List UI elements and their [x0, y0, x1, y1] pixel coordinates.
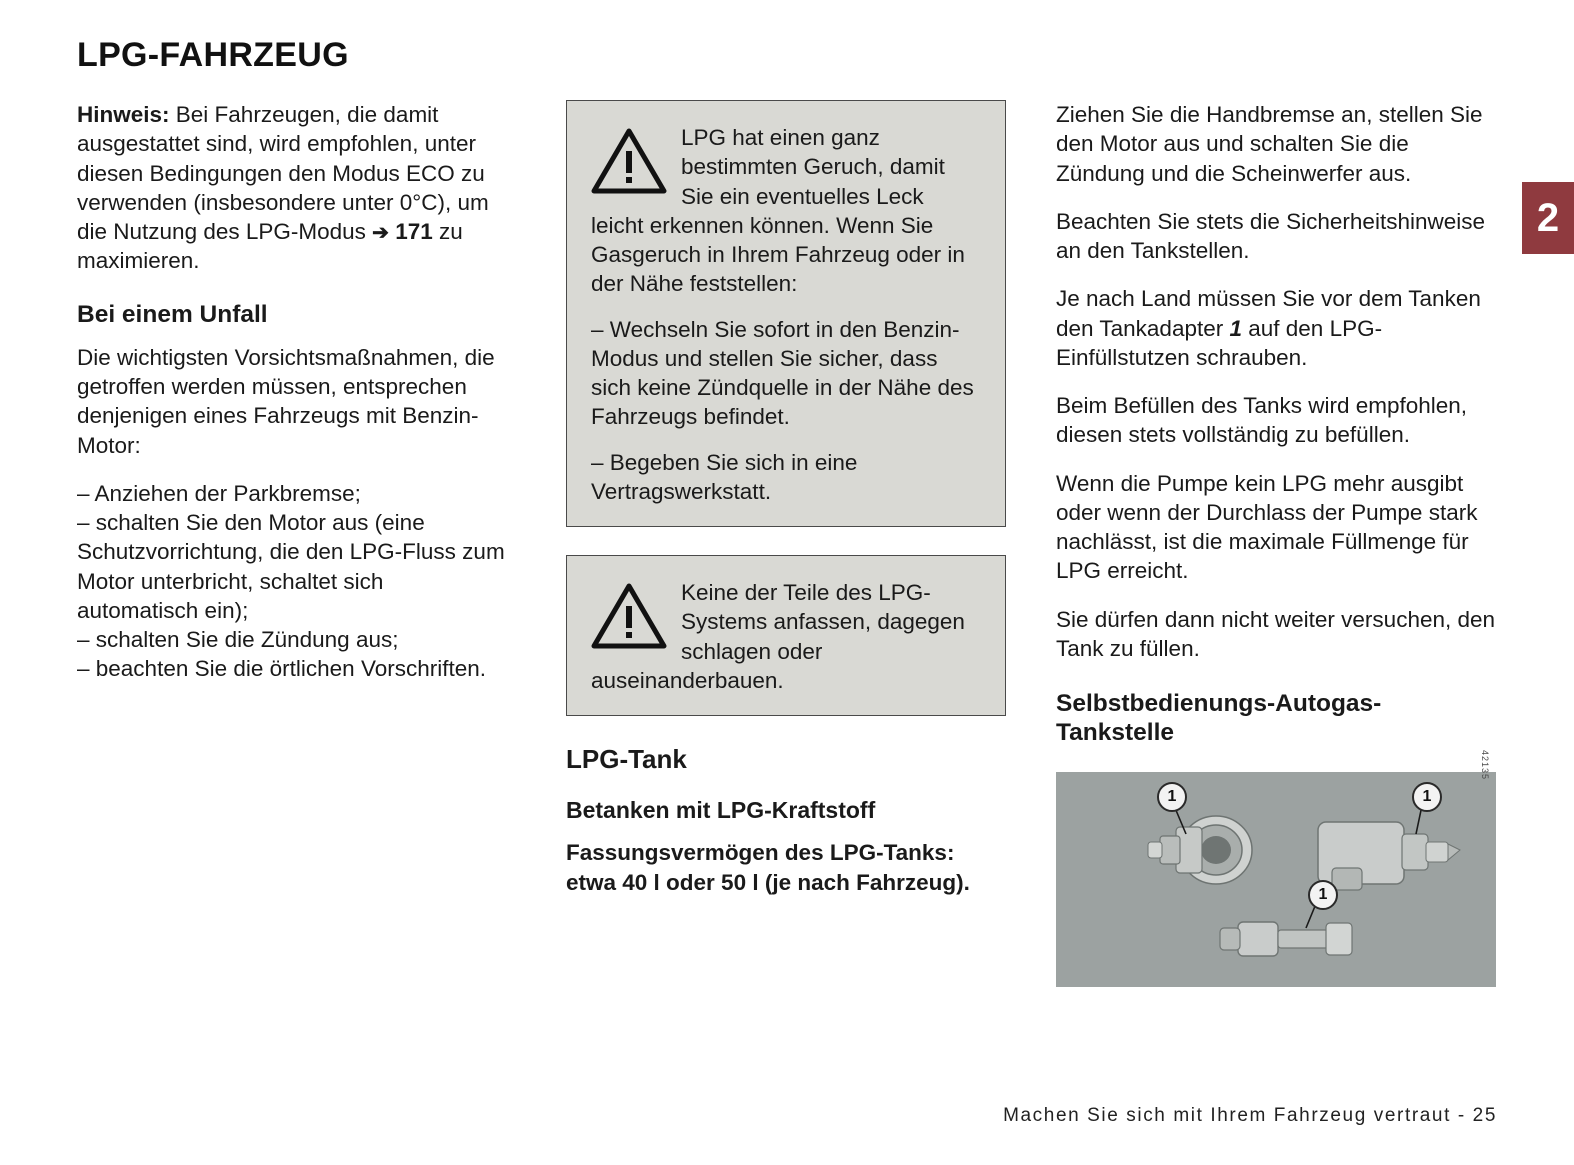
heading-refuel: Betanken mit LPG-Kraftstoff [566, 797, 876, 824]
heading-accident: Bei einem Unfall [77, 300, 268, 328]
note-text-2: zu maximieren. [77, 219, 463, 274]
page-footer: Machen Sie sich mit Ihrem Fahrzeug vertraut - 25 [1003, 1105, 1497, 1126]
figure-code: 42135 [1480, 749, 1490, 780]
adapter-text-1: Je nach Land müssen Sie vor dem Tanken den Tankadapter [1056, 286, 1481, 341]
body-paragraph-adapter [1056, 284, 1496, 372]
body-paragraph: Beachten Sie stets die Sicherheitshinweise an den Tankstellen. [1056, 208, 1485, 263]
warning-paragraph: – Wechseln Sie sofort in den Benzin-Modus und stellen Sie sicher, dass sich keine Zündquelle in der Nähe des Fahrzeugs befindet. [591, 316, 974, 430]
adapter-text-2: auf den LPG-Einfüllstutzen schrauben. [1056, 315, 1383, 370]
accident-list [77, 479, 509, 684]
column-center [566, 100, 1006, 898]
callout-1: 1 [1412, 782, 1442, 812]
list-item: – Anziehen der Parkbremse; [77, 480, 361, 506]
warning-triangle-icon [591, 580, 667, 650]
chapter-tab: 2 [1522, 182, 1574, 254]
warning-paragraph: Keine der Teile des LPG-Systems anfassen, dagegen schlagen oder auseinanderbauen. [591, 580, 965, 693]
column-right [1056, 100, 1496, 987]
list-item: – schalten Sie den Motor aus (eine Schutzvorrichtung, die den LPG-Fluss zum Motor unterbricht, schaltet sich automatisch ein); [77, 510, 505, 623]
arrow-icon: ➔ [372, 222, 389, 244]
tank-capacity-text: Fassungsvermögen des LPG-Tanks: etwa 40 l oder 50 l (je nach Fahrzeug). [566, 840, 970, 895]
warning-paragraph: – Begeben Sie sich in eine Vertragswerkstatt. [591, 449, 858, 504]
note-text-1: Bei Fahrzeugen, die damit ausgestattet sind, wird empfohlen, unter diesen Bedingungen den Modus ECO zu verwenden (insbesondere unter 0°C), um die Nutzung des LPG-Modus [77, 102, 489, 244]
column-left [77, 100, 509, 702]
callout-1: 1 [1157, 782, 1187, 812]
list-item: – beachten Sie die örtlichen Vorschriften. [77, 656, 486, 682]
warning-box-parts [566, 555, 1006, 716]
warning-box-odor [566, 100, 1006, 527]
note-paragraph [77, 100, 509, 276]
page-title: LPG-FAHRZEUG [77, 36, 349, 74]
adapter-reference: 1 [1229, 315, 1242, 341]
warning-paragraph: LPG hat einen ganz bestimmten Geruch, damit Sie ein eventuelles Leck leicht erkennen können. Wenn Sie Gasgeruch in Ihrem Fahrzeug oder in der Nähe feststellen: [591, 125, 965, 297]
body-paragraph: Ziehen Sie die Handbremse an, stellen Sie den Motor aus und schalten Sie die Zündung und die Scheinwerfer aus. [1056, 102, 1483, 186]
lpg-adapter-figure [1056, 749, 1496, 987]
list-item: – schalten Sie die Zündung aus; [77, 627, 399, 653]
heading-selfservice: Selbstbedienungs-Autogas-Tankstelle [1056, 690, 1382, 747]
accident-intro: Die wichtigsten Vorsichtsmaßnahmen, die getroffen werden müssen, entsprechen denjenigen eines Fahrzeugs mit Benzin-Motor: [77, 344, 495, 458]
body-paragraph: Beim Befüllen des Tanks wird empfohlen, diesen stets vollständig zu befüllen. [1056, 393, 1468, 448]
body-paragraph: Sie dürfen dann nicht weiter versuchen, den Tank zu füllen. [1056, 606, 1496, 661]
body-paragraph: Wenn die Pumpe kein LPG mehr ausgibt oder wenn der Durchlass der Pumpe stark nachlässt, ist die maximale Füllmenge für LPG erreicht. [1056, 470, 1478, 584]
note-label: Hinweis: [77, 102, 170, 127]
callout-1: 1 [1308, 880, 1338, 910]
heading-lpg-tank: LPG-Tank [566, 744, 687, 774]
warning-triangle-icon [591, 125, 667, 195]
page-reference: 171 [395, 219, 433, 244]
